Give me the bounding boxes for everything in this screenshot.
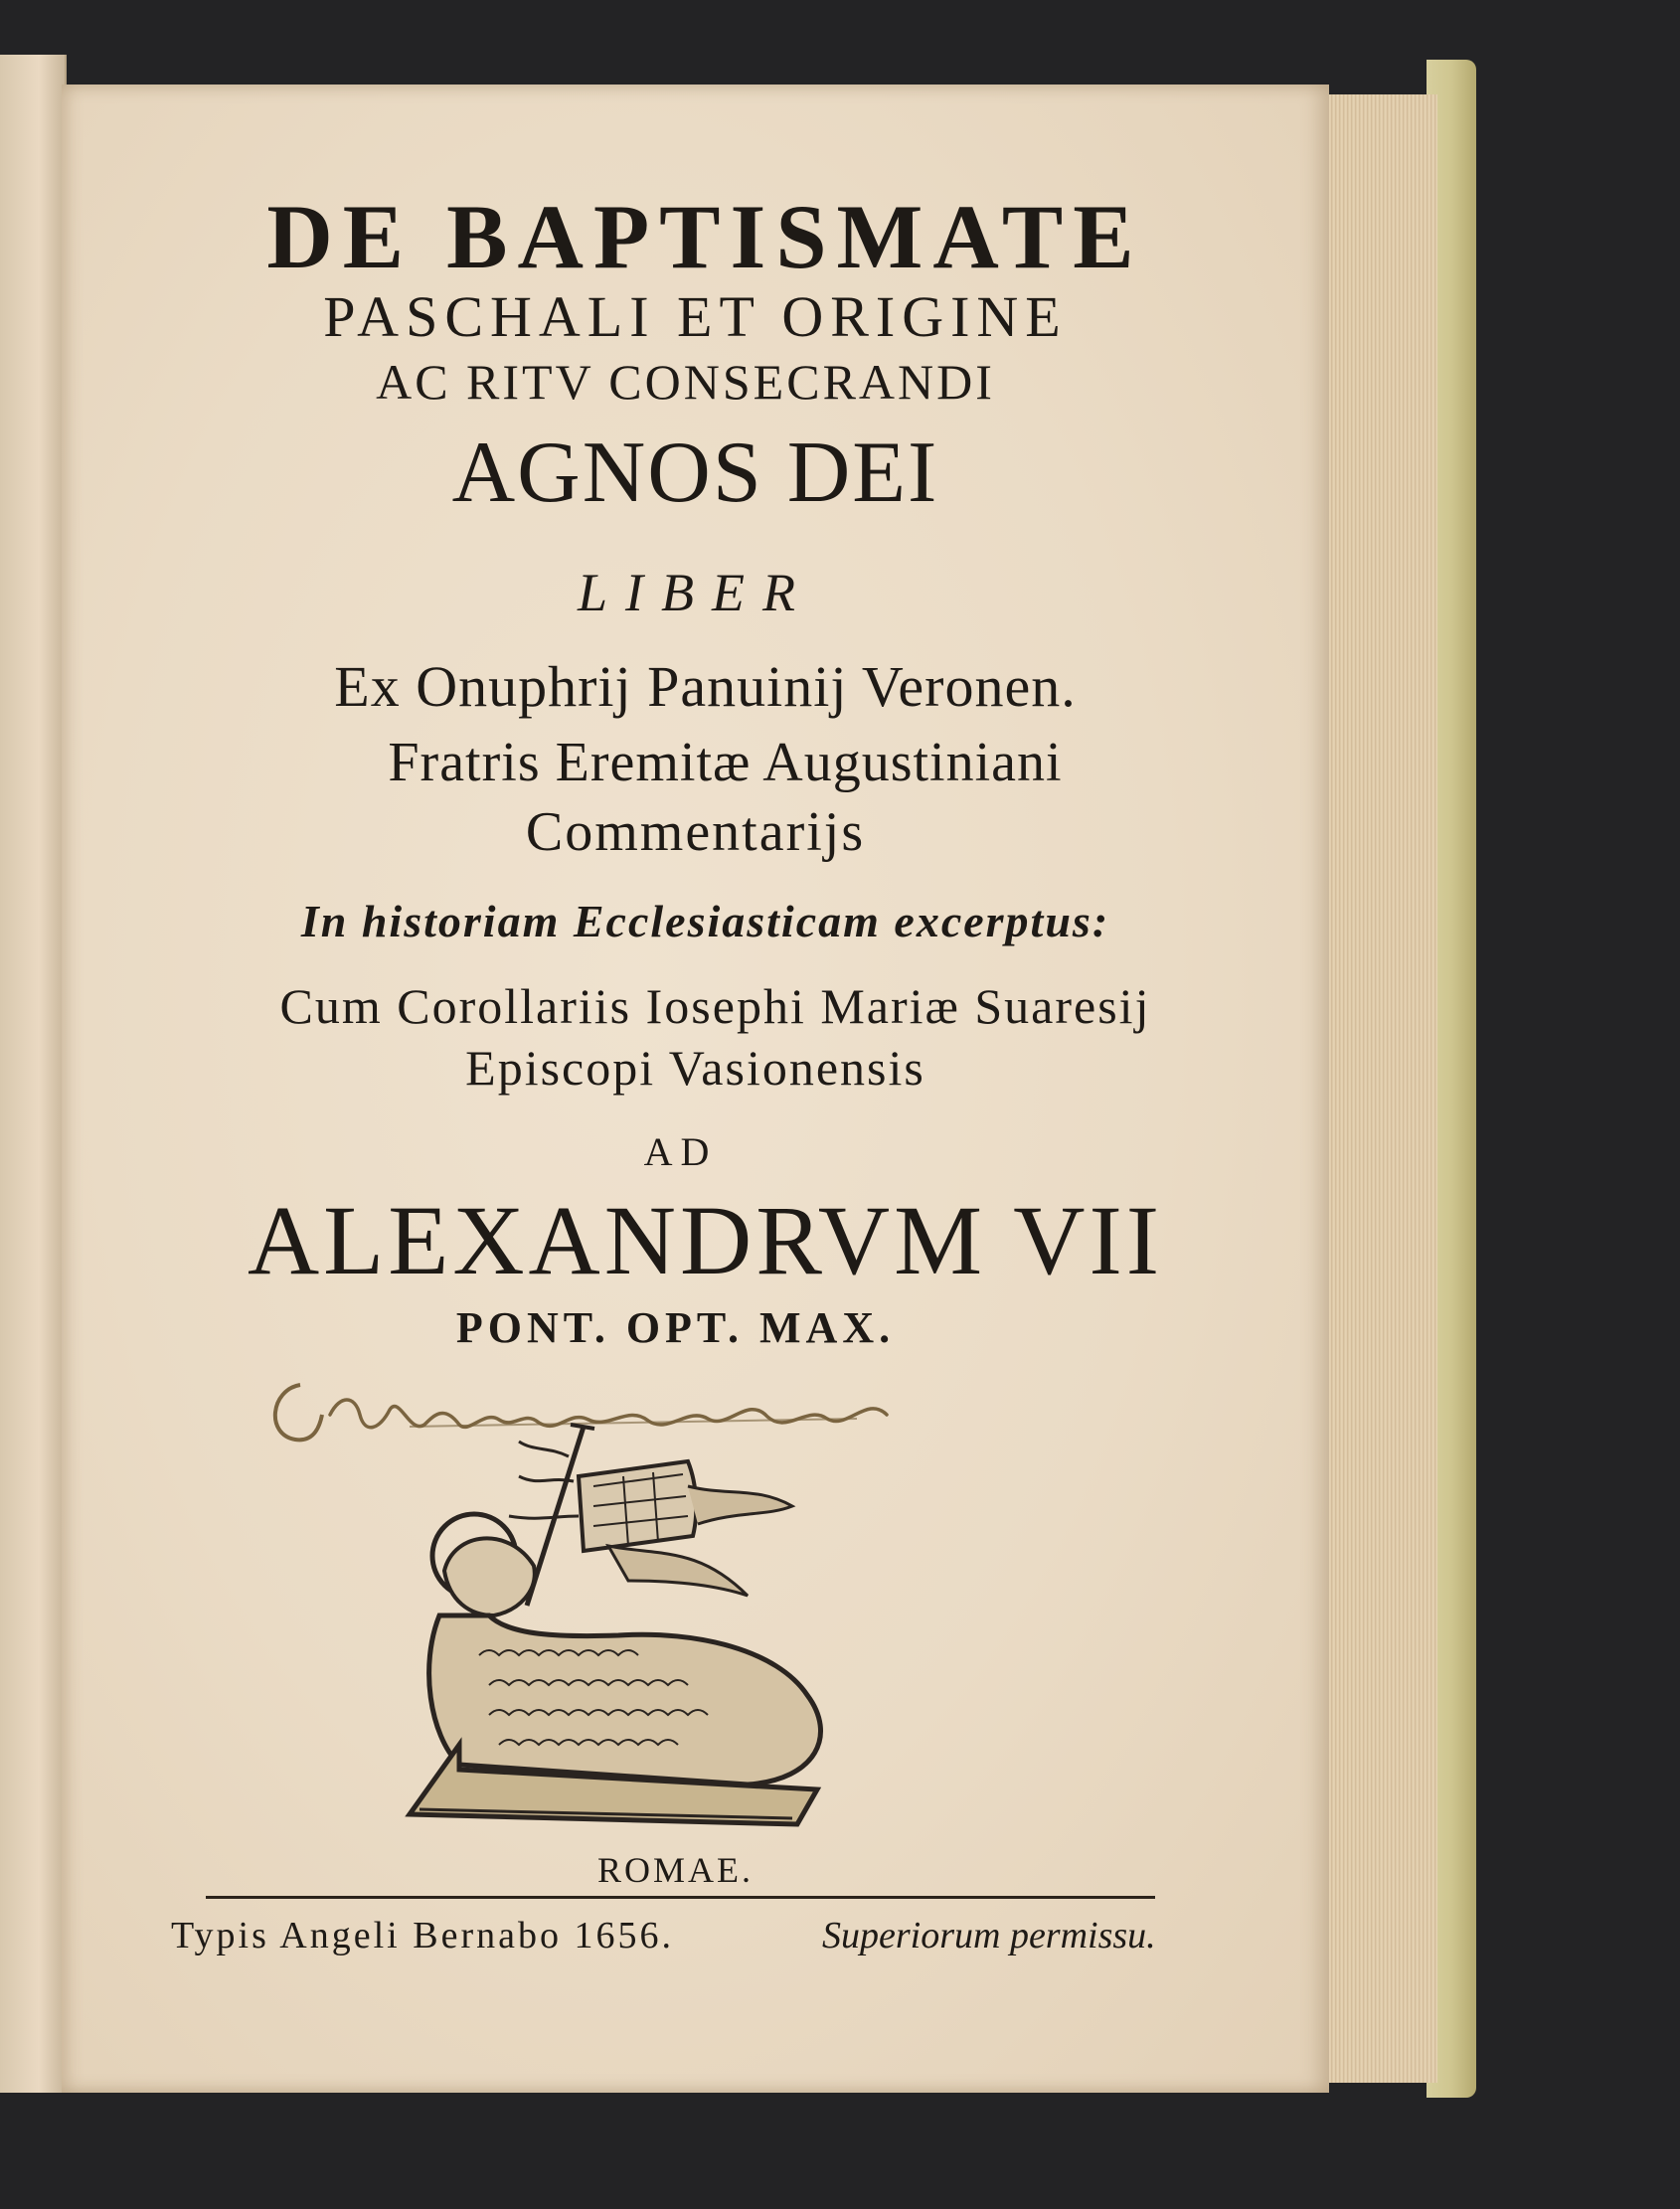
corollary-line-1: Cum Corollariis Iosephi Mariæ Suaresij	[279, 978, 1151, 1034]
author-line-3: Commentarijs	[525, 801, 866, 863]
open-book	[0, 55, 1476, 2103]
page-block-edge	[1322, 94, 1437, 2083]
title-line-3: AC RITV CONSECRANDI	[376, 354, 995, 410]
imprint-printer: Typis Angeli Bernabo 1656.	[171, 1915, 674, 1956]
imprint-rule	[206, 1896, 1155, 1899]
title-line-2: PASCHALI ET ORIGINE	[323, 284, 1068, 349]
agnus-dei-woodcut-icon	[400, 1407, 857, 1874]
dedicatee-name: ALEXANDRVM VII	[247, 1185, 1164, 1295]
title-line-4: AGNOS DEI	[451, 425, 939, 521]
dedication-ad: AD	[643, 1129, 718, 1174]
title-line-liber: LIBER	[578, 563, 813, 622]
title-page	[62, 85, 1329, 2093]
author-line-2: Fratris Eremitæ Augustiniani	[388, 732, 1063, 793]
imprint-place: ROMAE.	[596, 1850, 754, 1890]
dedicatee-title: PONT. OPT. MAX.	[455, 1303, 896, 1352]
imprint-permission: Superiorum permissu.	[822, 1915, 1156, 1956]
corollary-line-2: Episcopi Vasionensis	[465, 1040, 925, 1096]
title-line-1: DE BAPTISMATE	[266, 186, 1144, 287]
excerpt-line: In historiam Ecclesiasticam excerptus:	[300, 896, 1110, 946]
author-line-1: Ex Onuphrij Panuinij Veronen.	[334, 654, 1077, 719]
